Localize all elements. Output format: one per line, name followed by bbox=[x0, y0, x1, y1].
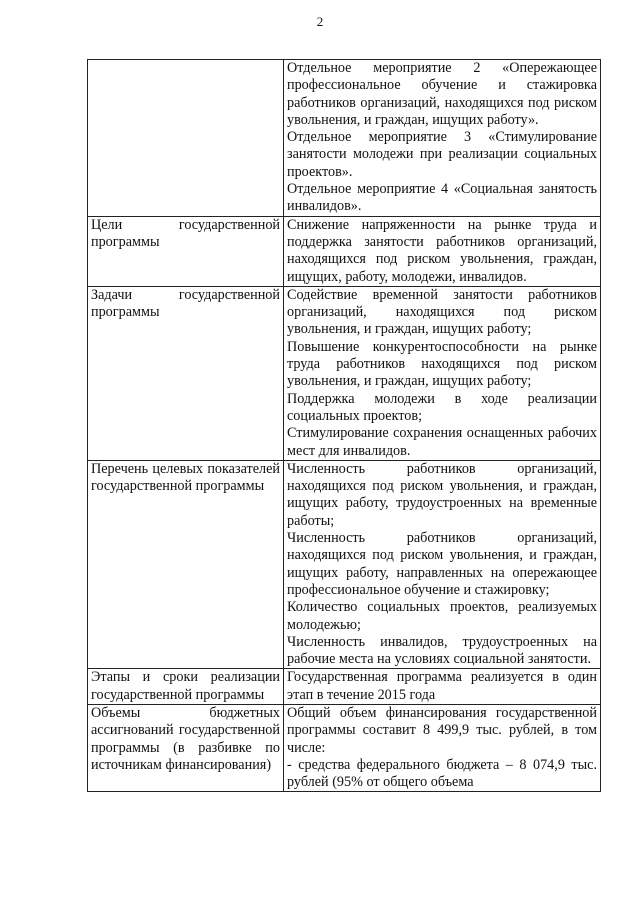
row-label: Перечень целевых показателей государственной программы bbox=[91, 460, 280, 495]
content-paragraph: Повышение конкурентоспособности на рынке труда работников находящихся под риском увольнения, и граждан, ищущих работу; bbox=[287, 338, 597, 390]
table-row bbox=[88, 669, 601, 705]
content-paragraph: Численность работников организаций, находящихся под риском увольнения, и граждан, ищущих работу, направленных на опережающее профессиональное обучение и стажировку; bbox=[287, 530, 597, 598]
row-content-cell bbox=[284, 669, 601, 705]
content-paragraph: Снижение напряженности на рынке труда и поддержка занятости работников организаций, находящихся под риском увольнения, граждан, ищущих, работу, молодежи, инвалидов. bbox=[287, 216, 597, 285]
table-row bbox=[88, 704, 601, 791]
content-paragraph: Отдельное мероприятие 3 «Стимулирование занятости молодежи при реализации социальных проектов». bbox=[287, 129, 597, 180]
row-label: Этапы и сроки реализации государственной программы bbox=[91, 669, 280, 703]
table-row bbox=[88, 60, 601, 217]
row-content-cell bbox=[284, 60, 601, 217]
content-paragraph: - средства федерального бюджета – 8 074,9 тыс. рублей (95% от общего объема bbox=[287, 756, 597, 791]
content-paragraph: Численность инвалидов, трудоустроенных на рабочие места на условиях социальной занятости. bbox=[287, 633, 597, 668]
row-content-cell bbox=[284, 460, 601, 669]
table-row bbox=[88, 460, 601, 669]
row-label-cell bbox=[88, 286, 284, 460]
row-content-cell bbox=[284, 286, 601, 460]
row-content-cell bbox=[284, 704, 601, 791]
page-number: 2 bbox=[316, 14, 324, 29]
content-paragraph: Содействие временной занятости работников организаций, находящихся под риском увольнения, и граждан, ищущих работу; bbox=[287, 286, 597, 338]
row-label-cell bbox=[88, 60, 284, 217]
row-content-cell bbox=[284, 216, 601, 286]
content-paragraph: Отдельное мероприятие 4 «Социальная занятость инвалидов». bbox=[287, 181, 597, 215]
content-paragraph: Государственная программа реализуется в один этап в течение 2015 года bbox=[287, 669, 597, 703]
row-label-cell bbox=[88, 704, 284, 791]
row-label: Цели государственной программы bbox=[91, 216, 280, 250]
content-paragraph: Поддержка молодежи в ходе реализации социальных проектов; bbox=[287, 390, 597, 424]
row-label-cell bbox=[88, 669, 284, 705]
content-paragraph: Отдельное мероприятие 2 «Опережающее профессиональное обучение и стажировка работников организаций, находящихся под риском увольнения, и граждан, ищущих работу». bbox=[287, 60, 597, 128]
row-label-cell bbox=[88, 216, 284, 286]
table-row bbox=[88, 216, 601, 286]
content-paragraph: Численность работников организаций, находящихся под риском увольнения, и граждан, ищущих работу, трудоустроенных на временные работы; bbox=[287, 460, 597, 529]
table-row bbox=[88, 286, 601, 460]
content-paragraph: Количество социальных проектов, реализуемых молодежью; bbox=[287, 599, 597, 633]
row-label-cell bbox=[88, 460, 284, 669]
program-passport-table bbox=[87, 59, 601, 792]
content-paragraph: Стимулирование сохранения оснащенных рабочих мест для инвалидов. bbox=[287, 425, 597, 459]
content-paragraph: Общий объем финансирования государственной программы составит 8 499,9 тыс. рублей, в том числе: bbox=[287, 704, 597, 756]
row-label: Объемы бюджетных ассигнований государственной программы (в разбивке по источникам финансирования) bbox=[91, 704, 280, 773]
row-label: Задачи государственной программы bbox=[91, 286, 280, 321]
